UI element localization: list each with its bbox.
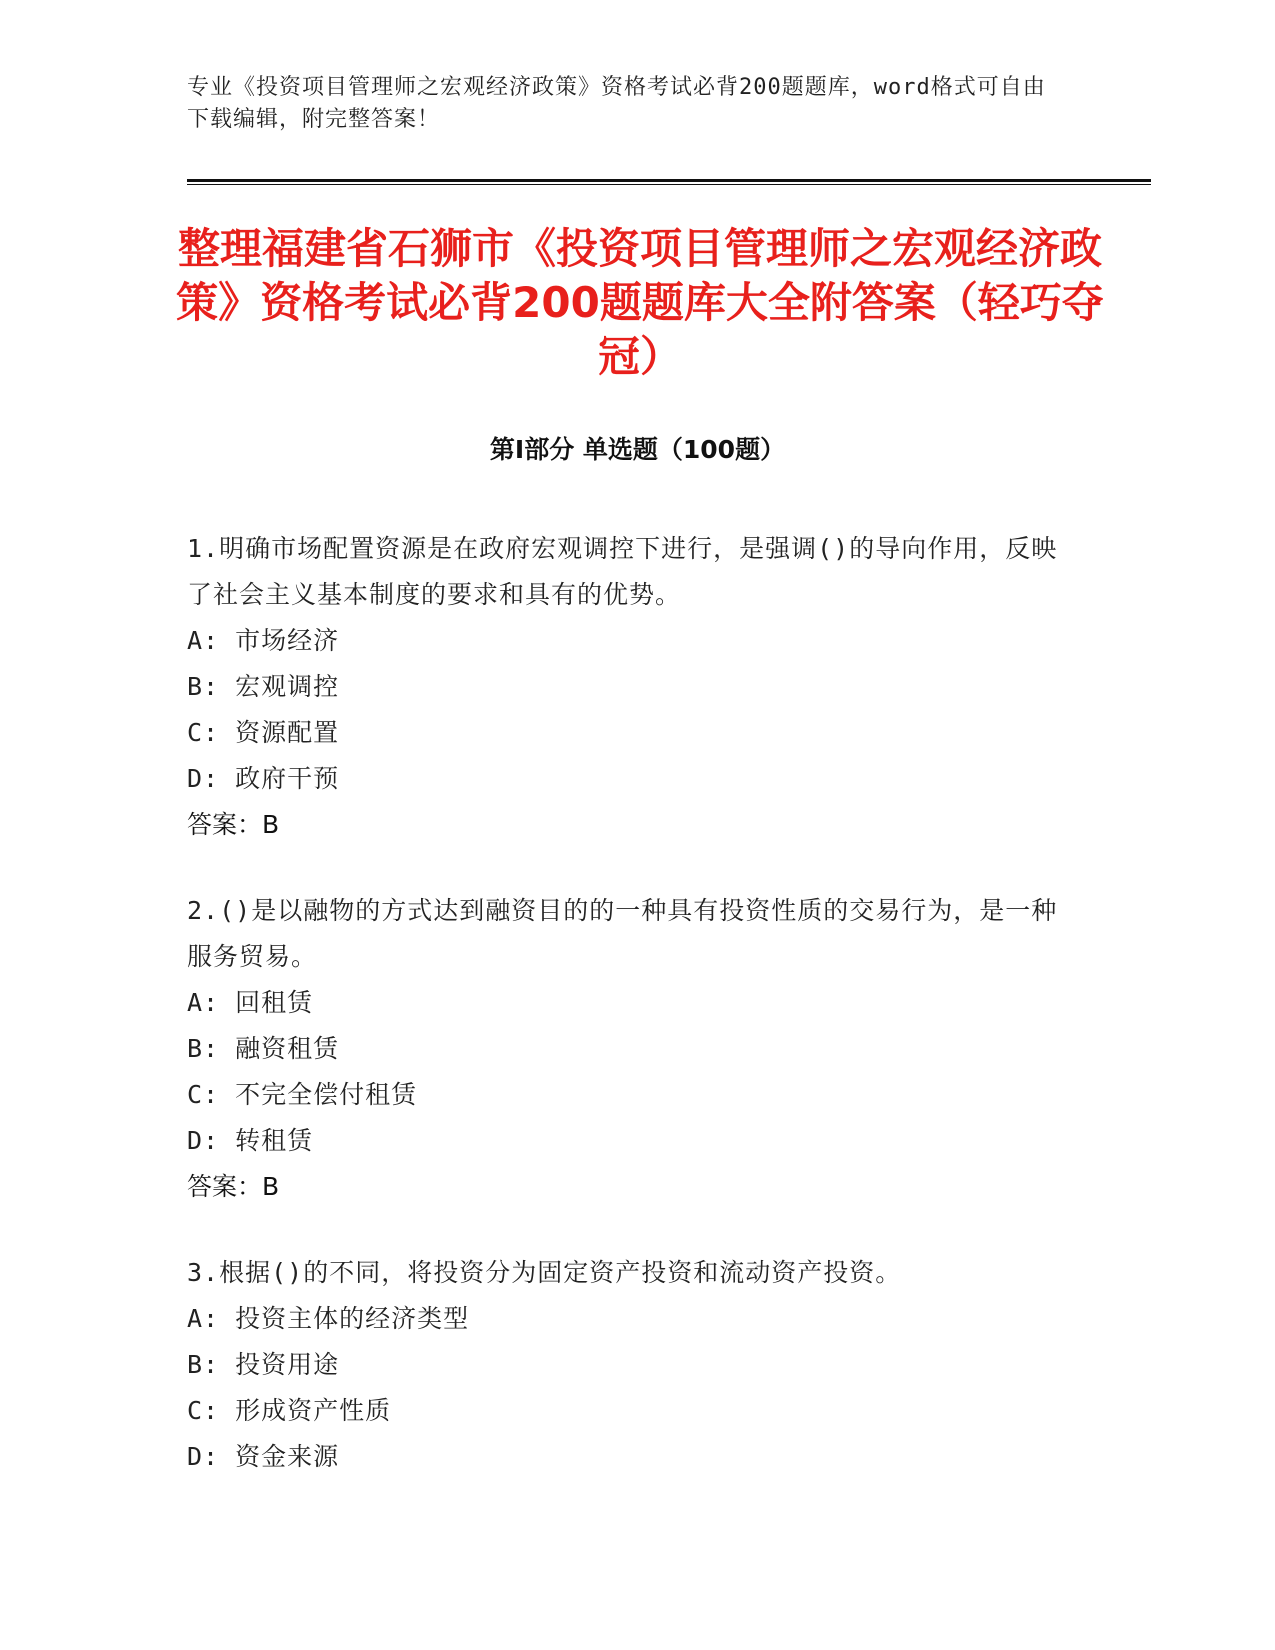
option-d: D: 政府干预 [187, 764, 340, 793]
option-c: C: 资源配置 [187, 718, 340, 747]
answer: 答案：B [187, 810, 280, 839]
option-a: A: 市场经济 [187, 626, 340, 655]
section-heading: 第I部分 单选题（100题） [489, 435, 786, 464]
option-c: C: 不完全偿付租赁 [187, 1080, 418, 1109]
question-1 [187, 526, 1067, 848]
header-rule-thin [187, 184, 1151, 185]
question-2 [187, 888, 1067, 1210]
header-rule-thick [187, 179, 1151, 182]
option-d: D: 转租赁 [187, 1126, 314, 1155]
document-title: 整理福建省石狮市《投资项目管理师之宏观经济政策》资格考试必背200题题库大全附答案（轻巧夺冠） [176, 224, 1104, 381]
header-note: 专业《投资项目管理师之宏观经济政策》资格考试必背200题题库，word格式可自由下载编辑，附完整答案！ [187, 75, 1046, 132]
question-stem: 3.根据()的不同，将投资分为固定资产投资和流动资产投资。 [187, 1258, 902, 1287]
answer: 答案：B [187, 1172, 280, 1201]
option-b: B: 投资用途 [187, 1350, 340, 1379]
question-stem: 1.明确市场配置资源是在政府宏观调控下进行，是强调()的导向作用，反映了社会主义基本制度的要求和具有的优势。 [187, 534, 1058, 609]
question-3 [187, 1250, 1067, 1480]
option-c: C: 形成资产性质 [187, 1396, 392, 1425]
option-b: B: 融资租赁 [187, 1034, 340, 1063]
option-a: A: 投资主体的经济类型 [187, 1304, 470, 1333]
option-a: A: 回租赁 [187, 988, 314, 1017]
question-stem: 2.()是以融物的方式达到融资目的的一种具有投资性质的交易行为，是一种服务贸易。 [187, 896, 1058, 971]
option-b: B: 宏观调控 [187, 672, 340, 701]
option-d: D: 资金来源 [187, 1442, 340, 1471]
